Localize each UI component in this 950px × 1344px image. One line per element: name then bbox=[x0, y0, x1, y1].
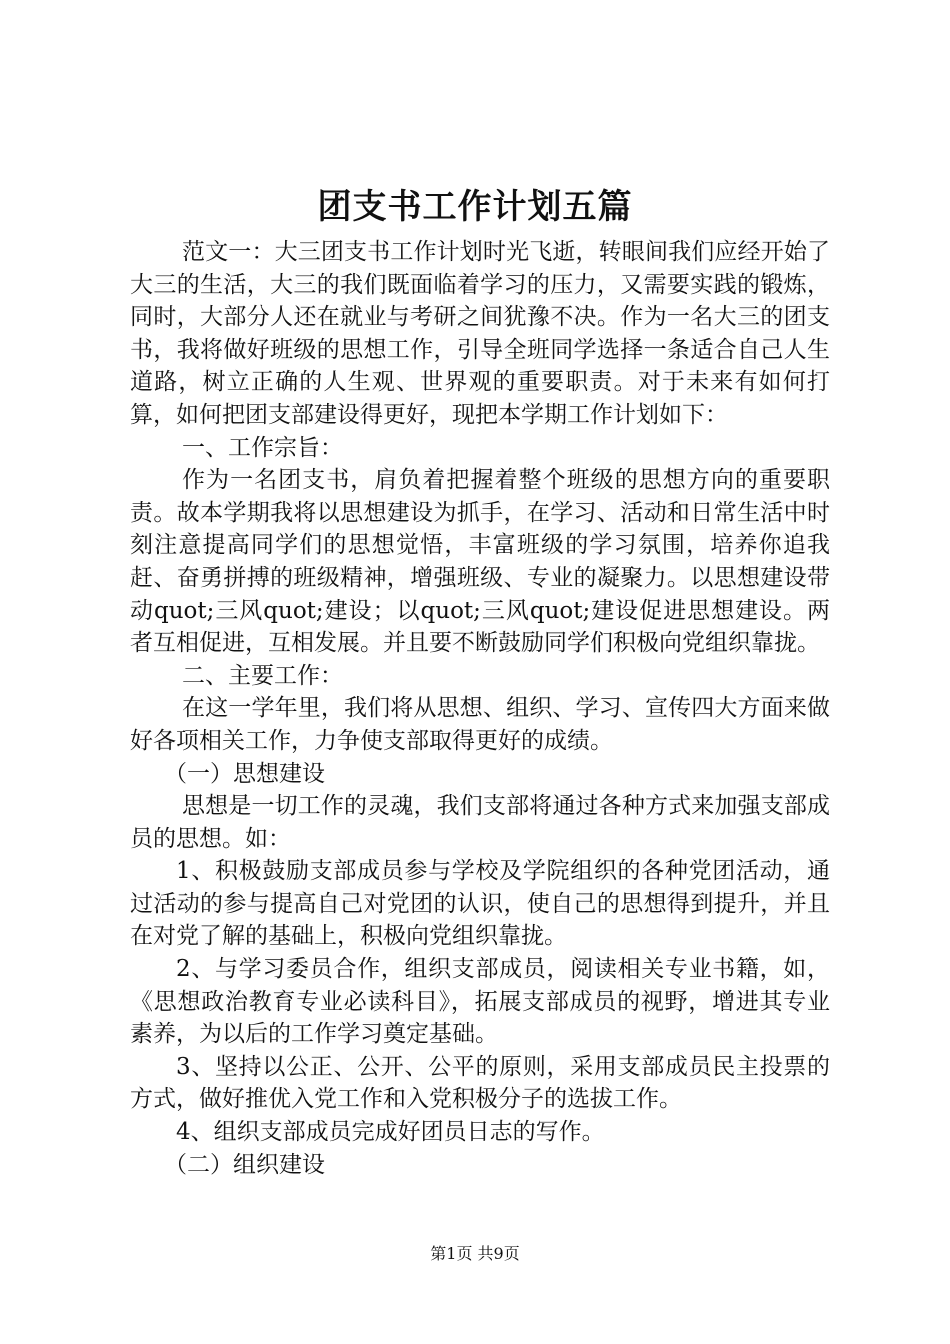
section-heading-purpose: 一、工作宗旨： bbox=[182, 434, 343, 461]
list-item-1: 1、积极鼓励支部成员参与学校及学院组织的各种党团活动，通过活动的参与提高自己对党团的认识，使自己的思想得到提升，并且在对党了解的基础上，积极向党组织靠拢。 bbox=[130, 858, 830, 950]
document-body bbox=[130, 236, 830, 1181]
paragraph-purpose: 作为一名团支书，肩负着把握着整个班级的思想方向的重要职责。故本学期我将以思想建设为抓手，在学习、活动和日常生活中时刻注意提高同学们的思想觉悟，丰富班级的学习氛围，培养你追我赶、奋勇拼搏的班级精神，增强班级、专业的凝聚力。以思想建设带动quot;三风quot;建设；以quot;三风quot;建设促进思想建设。两者互相促进，互相发展。并且要不断鼓励同学们积极向党组织靠拢。 bbox=[130, 467, 830, 657]
list-item-4: 4、组织支部成员完成好团员日志的写作。 bbox=[176, 1119, 605, 1146]
subsection-heading-ideology: （一）思想建设 bbox=[164, 760, 325, 787]
subsection-heading-organization: （二）组织建设 bbox=[164, 1151, 325, 1178]
page-title: 团支书工作计划五篇 bbox=[317, 187, 633, 227]
paragraph-intro: 范文一：大三团支书工作计划时光飞逝，转眼间我们应经开始了大三的生活，大三的我们既面临着学习的压力，又需要实践的锻炼，同时，大部分人还在就业与考研之间犹豫不决。作为一名大三的团支书，我将做好班级的思想工作，引导全班同学选择一条适合自己人生道路，树立正确的人生观、世界观的重要职责。对于未来有如何打算，如何把团支部建设得更好，现把本学期工作计划如下： bbox=[130, 239, 830, 428]
paragraph-main-work: 在这一学年里，我们将从思想、组织、学习、宣传四大方面来做好各项相关工作，力争使支部取得更好的成绩。 bbox=[130, 695, 830, 754]
page-footer: 第1页 共9页 bbox=[430, 1244, 520, 1263]
section-heading-main-work: 二、主要工作： bbox=[182, 662, 343, 689]
list-item-2: 2、与学习委员合作，组织支部成员，阅读相关专业书籍，如，《思想政治教育专业必读科目》，拓展支部成员的视野，增进其专业素养，为以后的工作学习奠定基础。 bbox=[130, 956, 830, 1048]
paragraph-ideology: 思想是一切工作的灵魂，我们支部将通过各种方式来加强支部成员的思想。如： bbox=[130, 793, 830, 852]
list-item-3: 3、坚持以公正、公开、公平的原则，采用支部成员民主投票的方式，做好推优入党工作和入党积极分子的选拔工作。 bbox=[130, 1053, 830, 1113]
